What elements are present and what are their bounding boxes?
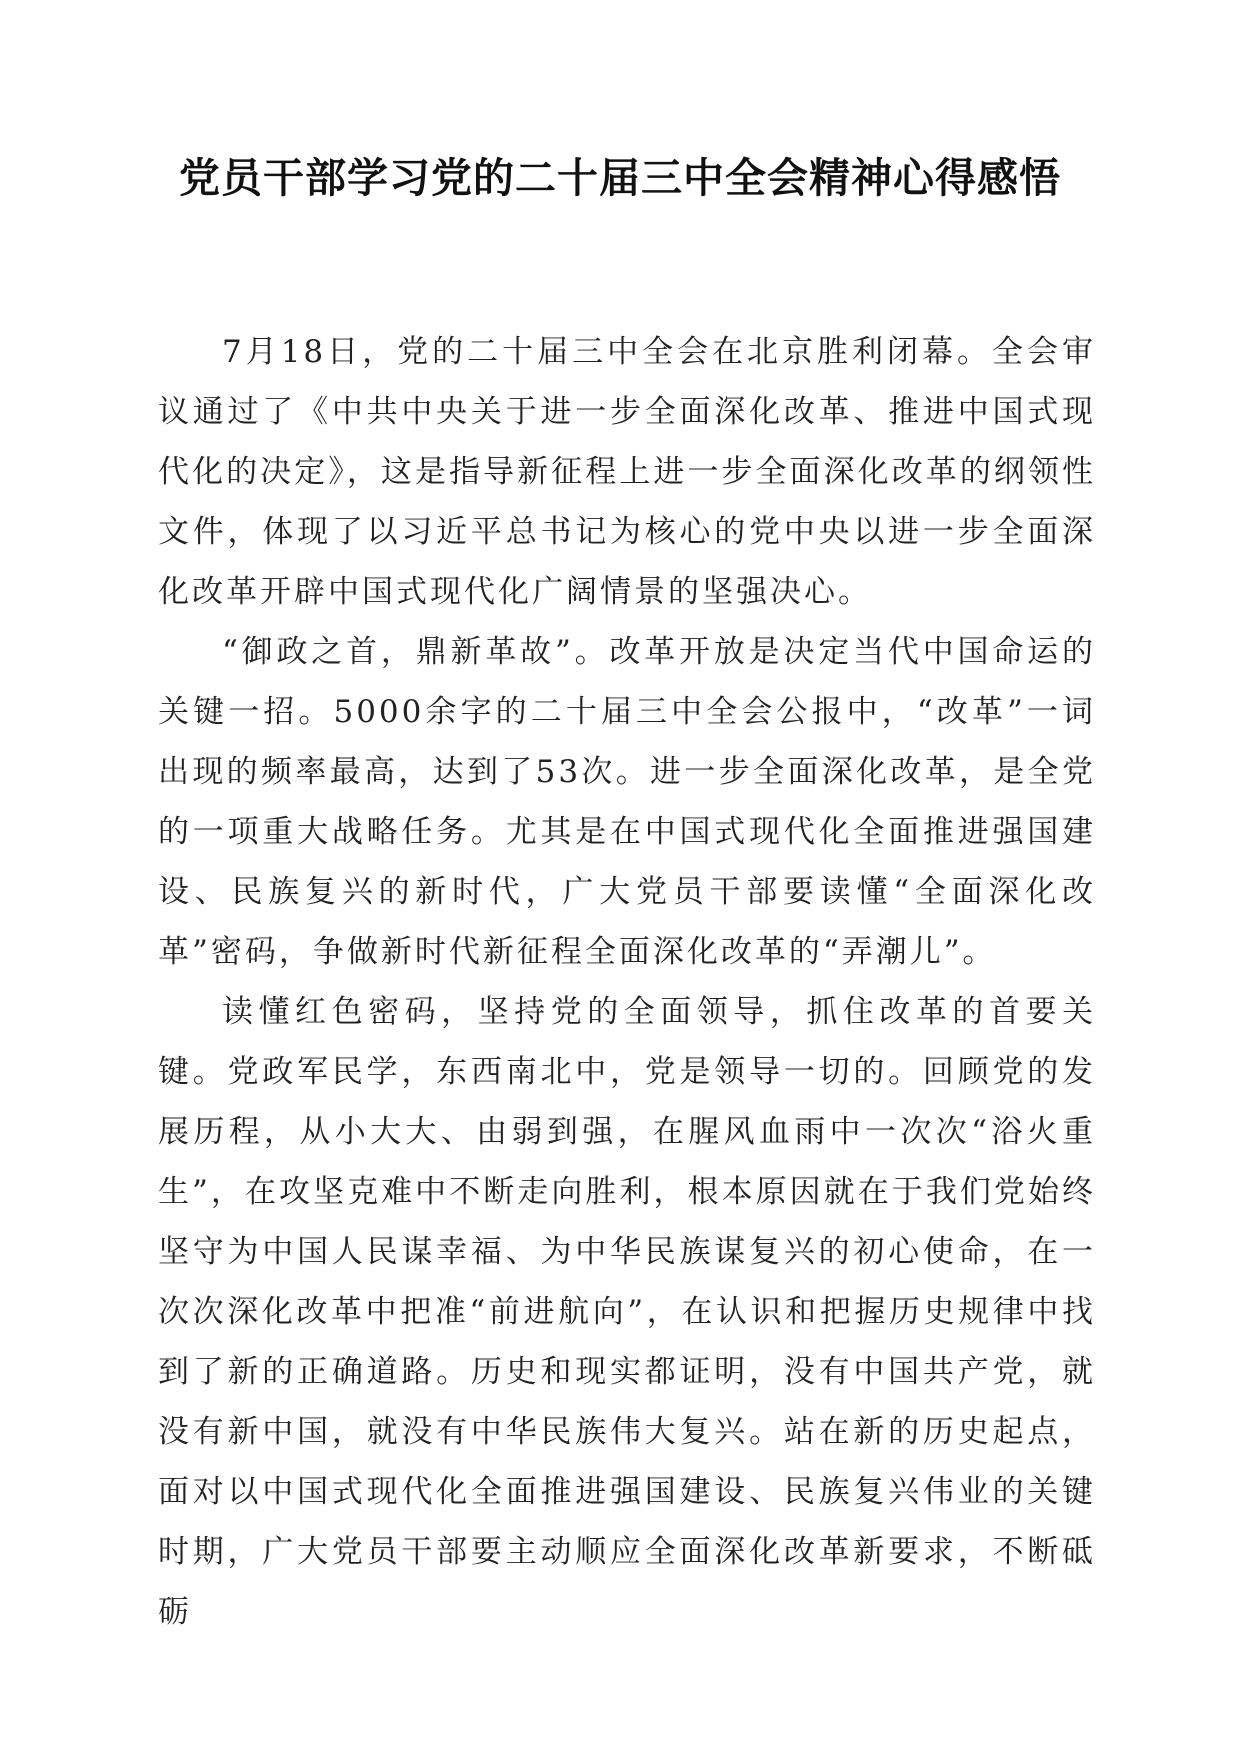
document-body <box>158 322 1096 1642</box>
document-title: 党员干部学习党的二十届三中全会精神心得感悟 <box>179 154 1061 202</box>
paragraph-1: 7月18日，党的二十届三中全会在北京胜利闭幕。全会审议通过了《中共中央关于进一步全面深化改革、推进中国式现代化的决定》，这是指导新征程上进一步全面深化改革的纲领性文件，体现了以习近平总书记为核心的党中央以进一步全面深化改革开辟中国式现代化广阔情景的坚强决心。 <box>158 334 1096 610</box>
paragraph-3: 读懂红色密码，坚持党的全面领导，抓住改革的首要关键。党政军民学，东西南北中，党是领导一切的。回顾党的发展历程，从小大大、由弱到强，在腥风血雨中一次次“浴火重生”，在攻坚克难中不断走向胜利，根本原因就在于我们党始终坚守为中国人民谋幸福、为中华民族谋复兴的初心使命，在一次次深化改革中把准“前进航向”，在认识和把握历史规律中找到了新的正确道路。历史和现实都证明，没有中国共产党，就没有新中国，就没有中华民族伟大复兴。站在新的历史起点，面对以中国式现代化全面推进强国建设、民族复兴伟业的关键时期，广大党员干部要主动顺应全面深化改革新要求，不断砥砺 <box>158 994 1096 1630</box>
paragraph-2: “御政之首，鼎新革故”。改革开放是决定当代中国命运的关键一招。5000余字的二十届三中全会公报中，“改革”一词出现的频率最高，达到了53次。进一步全面深化改革，是全党的一项重大战略任务。尤其是在中国式现代化全面推进强国建设、民族复兴的新时代，广大党员干部要读懂“全面深化改革”密码，争做新时代新征程全面深化改革的“弄潮儿”。 <box>158 634 1096 970</box>
